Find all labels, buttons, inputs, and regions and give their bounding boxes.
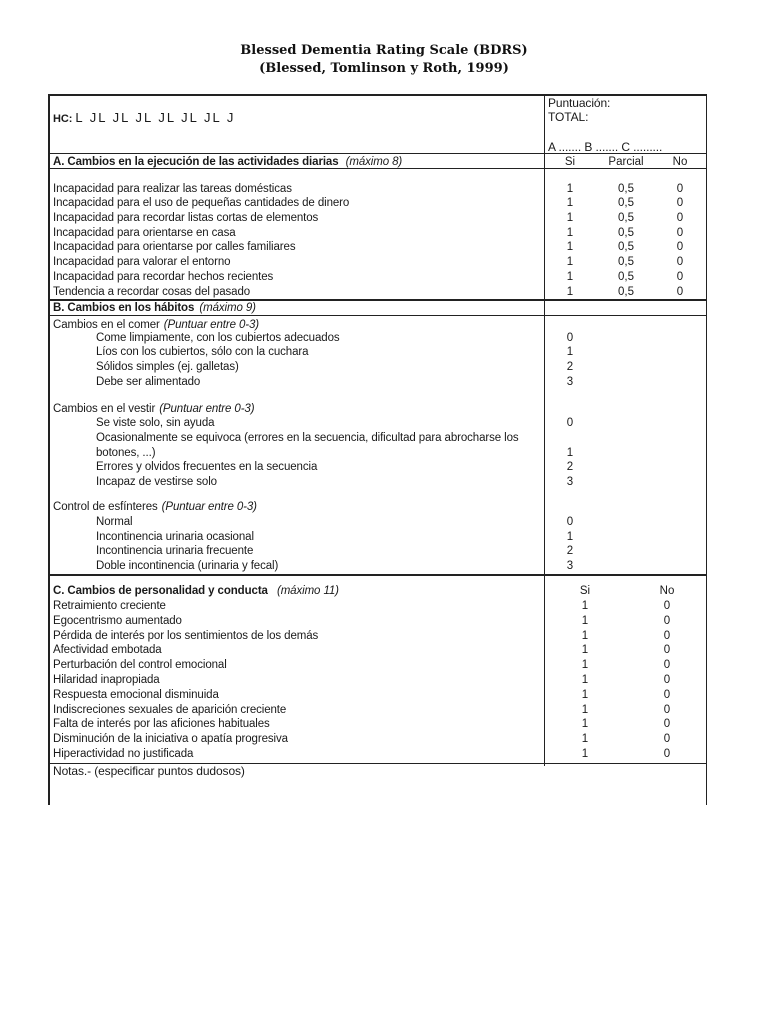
frame-right xyxy=(706,94,708,805)
habit-option-label: botones, ...) xyxy=(96,447,156,459)
score-no[interactable]: 0 xyxy=(676,183,684,195)
score-no[interactable]: 0 xyxy=(676,197,684,209)
habit-group-note: (Puntuar entre 0-3) xyxy=(159,403,255,415)
column-divider xyxy=(544,94,545,766)
habit-option-label: Incontinencia urinaria frecuente xyxy=(96,545,254,557)
behavior-item-label: Hilaridad inapropiada xyxy=(53,674,160,686)
score-no[interactable]: 0 xyxy=(663,600,671,612)
habit-option-score[interactable]: 0 xyxy=(566,417,574,429)
score-si[interactable]: 1 xyxy=(566,183,574,195)
behavior-item-label: Pérdida de interés por los sentimientos de los demás xyxy=(53,629,319,642)
habit-group-label: Control de esfínteres xyxy=(53,501,158,513)
abc-subtotals[interactable]: A ....... B ....... C ......... xyxy=(548,140,663,154)
score-no[interactable]: 0 xyxy=(676,227,684,239)
document-subtitle: (Blessed, Tomlinson y Roth, 1999) xyxy=(259,61,509,76)
col-no-c: No xyxy=(659,585,675,597)
score-si[interactable]: 1 xyxy=(581,718,589,731)
section-c-title-text: C. Cambios de personalidad y conducta xyxy=(53,585,268,597)
behavior-item-label: Retraimiento creciente xyxy=(53,600,166,612)
habit-option-score[interactable]: 3 xyxy=(566,376,574,388)
notes-label[interactable]: Notas.- (especificar puntos dudosos) xyxy=(53,764,245,778)
score-no[interactable]: 0 xyxy=(663,659,671,672)
score-no[interactable]: 0 xyxy=(663,644,671,657)
section-a-title xyxy=(53,155,402,169)
habit-option-label: Come limpiamente, con los cubiertos adecuados xyxy=(96,332,340,344)
score-si[interactable]: 1 xyxy=(581,659,589,672)
behavior-item-label: Hiperactividad no justificada xyxy=(53,748,194,760)
activity-item-label: Incapacidad para el uso de pequeñas cantidades de dinero xyxy=(53,197,350,209)
hc-boxes: L JL JL JL JL JL JL J xyxy=(75,110,236,125)
habit-option-score[interactable]: 0 xyxy=(566,516,574,528)
habit-group-label: Cambios en el comer xyxy=(53,319,160,331)
score-si[interactable]: 1 xyxy=(566,271,574,283)
score-no[interactable]: 0 xyxy=(676,212,684,224)
col-parcial-a: Parcial xyxy=(608,156,644,168)
score-parcial[interactable]: 0,5 xyxy=(618,271,634,283)
score-no[interactable]: 0 xyxy=(663,703,671,716)
habit-group-title xyxy=(53,402,254,416)
score-parcial[interactable]: 0,5 xyxy=(618,183,634,195)
habit-option-label: Incapaz de vestirse solo xyxy=(96,476,217,488)
score-no[interactable]: 0 xyxy=(676,256,684,268)
habit-option-label: Sólidos simples (ej. galletas) xyxy=(96,361,239,373)
habit-option-score[interactable]: 2 xyxy=(566,545,574,557)
activity-item-label: Incapacidad para orientarse en casa xyxy=(53,227,236,239)
section-c-note: (máximo 11) xyxy=(276,585,339,597)
section-b-note: (máximo 9) xyxy=(199,302,256,314)
score-si[interactable]: 1 xyxy=(581,614,589,627)
score-si[interactable]: 1 xyxy=(566,286,574,298)
habit-option-score[interactable]: 3 xyxy=(566,476,574,488)
habit-option-score[interactable]: 2 xyxy=(566,461,574,473)
habit-option-label: Incontinencia urinaria ocasional xyxy=(96,531,254,543)
habit-option-score[interactable]: 3 xyxy=(566,560,574,572)
score-no[interactable]: 0 xyxy=(663,614,671,627)
puntuacion-label: Puntuación: xyxy=(548,96,611,110)
score-parcial[interactable]: 0,5 xyxy=(618,241,634,253)
col-si-c: Si xyxy=(579,585,591,597)
habit-group-label: Cambios en el vestir xyxy=(53,403,156,415)
activity-item-label: Incapacidad para recordar listas cortas de elementos xyxy=(53,212,319,224)
rule-b-end xyxy=(48,574,707,576)
score-no[interactable]: 0 xyxy=(663,629,671,642)
habit-option-label: Se viste solo, sin ayuda xyxy=(96,417,215,429)
frame-left xyxy=(48,94,50,805)
activity-item-label: Tendencia a recordar cosas del pasado xyxy=(53,286,251,298)
rule-b-header xyxy=(48,315,707,316)
habit-option-label: Errores y olvidos frecuentes en la secuencia xyxy=(96,461,318,473)
section-c-title xyxy=(53,584,339,598)
score-si[interactable]: 1 xyxy=(581,703,589,716)
section-b-title xyxy=(53,301,256,315)
activity-item-label: Incapacidad para realizar las tareas domésticas xyxy=(53,183,292,195)
habit-group-note: (Puntuar entre 0-3) xyxy=(161,501,257,513)
document-title: Blessed Dementia Rating Scale (BDRS) xyxy=(240,43,528,58)
behavior-item-label: Perturbación del control emocional xyxy=(53,659,227,672)
score-parcial[interactable]: 0,5 xyxy=(618,212,634,224)
score-si[interactable]: 1 xyxy=(566,197,574,209)
score-si[interactable]: 1 xyxy=(566,241,574,253)
score-si[interactable]: 1 xyxy=(566,256,574,268)
score-si[interactable]: 1 xyxy=(566,212,574,224)
section-b-title-text: B. Cambios en los hábitos xyxy=(53,302,195,314)
score-parcial[interactable]: 0,5 xyxy=(618,256,634,268)
habit-option-score[interactable]: 1 xyxy=(566,447,574,459)
behavior-item-label: Falta de interés por las aficiones habituales xyxy=(53,718,270,731)
habit-option-score[interactable]: 2 xyxy=(566,361,574,373)
score-parcial[interactable]: 0,5 xyxy=(618,286,634,298)
score-parcial[interactable]: 0,5 xyxy=(618,197,634,209)
score-no[interactable]: 0 xyxy=(663,674,671,686)
habit-option-label: Ocasionalmente se equivoca (errores en la secuencia, dificultad para abrocharse los xyxy=(96,432,519,444)
hc-label: HC: xyxy=(53,113,73,125)
behavior-item-label: Egocentrismo aumentado xyxy=(53,614,182,627)
score-si[interactable]: 1 xyxy=(581,600,589,612)
total-label[interactable]: TOTAL: xyxy=(548,110,589,124)
score-no[interactable]: 0 xyxy=(676,241,684,253)
habit-option-label: Doble incontinencia (urinaria y fecal) xyxy=(96,560,279,572)
score-no[interactable]: 0 xyxy=(663,748,671,760)
activity-item-label: Incapacidad para orientarse por calles familiares xyxy=(53,241,296,253)
score-no[interactable]: 0 xyxy=(663,688,671,701)
habit-group-note: (Puntuar entre 0-3) xyxy=(163,319,260,331)
habit-group-title xyxy=(53,500,257,514)
section-a-note: (máximo 8) xyxy=(345,156,403,168)
behavior-item-label: Disminución de la iniciativa o apatía progresiva xyxy=(53,733,288,746)
score-si[interactable]: 1 xyxy=(581,644,589,657)
habit-option-label: Normal xyxy=(96,516,133,528)
bdrs-form xyxy=(48,94,707,805)
score-no[interactable]: 0 xyxy=(663,733,671,746)
activity-item-label: Incapacidad para recordar hechos recientes xyxy=(53,271,274,283)
score-si[interactable]: 1 xyxy=(566,227,574,239)
score-no[interactable]: 0 xyxy=(676,271,684,283)
habit-option-label: Debe ser alimentado xyxy=(96,376,201,388)
score-no[interactable]: 0 xyxy=(676,286,684,298)
habit-option-label: Líos con los cubiertos, sólo con la cuchara xyxy=(96,346,309,358)
habit-option-score[interactable]: 0 xyxy=(566,332,574,344)
score-parcial[interactable]: 0,5 xyxy=(618,227,634,239)
score-no[interactable]: 0 xyxy=(663,718,671,731)
col-no-a: No xyxy=(672,156,688,168)
behavior-item-label: Indiscreciones sexuales de aparición creciente xyxy=(53,703,287,716)
score-si[interactable]: 1 xyxy=(581,629,589,642)
habit-option-score[interactable]: 1 xyxy=(566,531,574,543)
activity-item-label: Incapacidad para valorar el entorno xyxy=(53,256,231,268)
score-si[interactable]: 1 xyxy=(581,688,589,701)
behavior-item-label: Respuesta emocional disminuida xyxy=(53,688,219,701)
col-si-a: Si xyxy=(564,156,576,168)
score-si[interactable]: 1 xyxy=(581,748,589,760)
habit-option-score[interactable]: 1 xyxy=(566,346,574,358)
section-a-title-text: A. Cambios en la ejecución de las actividades diarias xyxy=(53,156,339,168)
behavior-item-label: Afectividad embotada xyxy=(53,644,162,657)
habit-group-title xyxy=(53,318,259,332)
hc-field[interactable] xyxy=(53,111,235,126)
score-si[interactable]: 1 xyxy=(581,733,589,746)
score-si[interactable]: 1 xyxy=(581,674,589,686)
